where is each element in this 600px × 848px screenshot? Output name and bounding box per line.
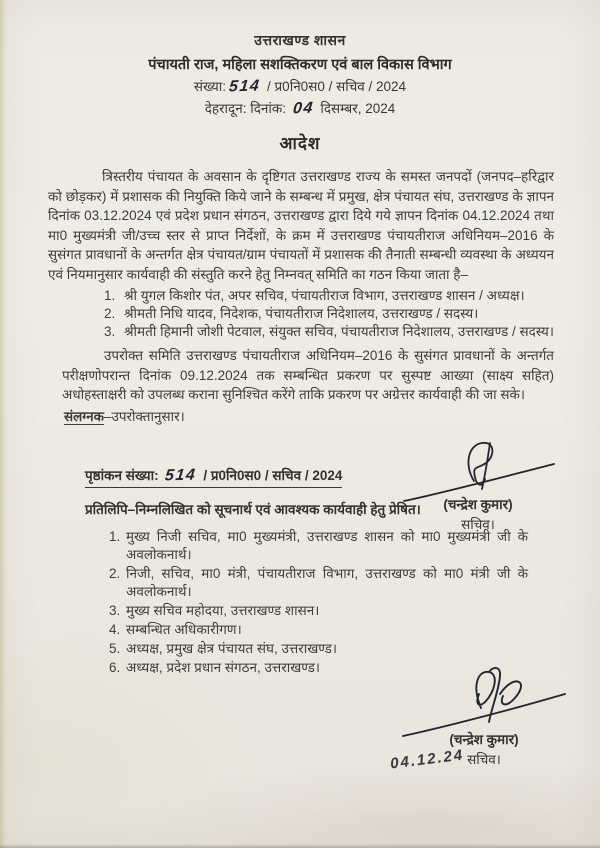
- copy-recipient-list: [109, 528, 554, 676]
- copy-recipient-text: मुख्य सचिव महोदया, उत्तराखण्ड शासन।: [126, 602, 320, 618]
- committee-member-text: श्रीमती हिमानी जोशी पेटवाल, संयुक्त सचिव, पंचायतीराज निदेशालय, उत्तराखण्ड / सदस्य।: [124, 323, 554, 339]
- government-name: उत्तराखण्ड शासन: [254, 32, 346, 48]
- signatory-designation-line: [389, 746, 574, 773]
- instruction-paragraph: उपरोक्त समिति उत्तराखण्ड पंचायतीराज अधिनियम–2016 के सुसंगत प्रावधानों के अन्तर्गत परीक्षणोपरान्त दिनांक 09.12.2024 तक सम्बन्धित प्रकरण पर सुस्पष्ट आख्या (साक्ष्य सहित) अधोहस्ताक्षरी को उपलब्ध कराना सुनिश्चित करेंगे ताकि प्रकरण पर अग्रेत्तर कार्यवाही की जा सके।: [62, 348, 554, 403]
- list-number: 2.: [104, 305, 116, 321]
- date-suffix: दिसम्बर, 2024: [320, 101, 396, 116]
- order-heading: आदेश: [279, 134, 321, 153]
- list-number: 5.: [109, 640, 121, 656]
- signatory-designation: सचिव।: [467, 752, 501, 767]
- document-header: [0, 0, 600, 154]
- committee-member: [104, 323, 554, 341]
- handwritten-signature-date: 04.12.24: [389, 746, 466, 773]
- department-name: पंचायती राज, महिला सशक्तिकरण एवं बाल विकास विभाग: [148, 57, 452, 73]
- enclosure-label: संलग्नक: [64, 408, 104, 424]
- signature-block-top: [388, 437, 568, 533]
- committee-member-text: श्रीमती निधि यादव, निदेशक, पंचायतीराज निदेशालय, उत्तराखण्ड / सदस्य।: [124, 305, 479, 321]
- copy-intro-line: प्रतिलिपि–निम्नलिखित को सूचनार्थ एवं आवश्यक कार्यवाही हेतु प्रेषित।: [85, 502, 421, 518]
- signatory-designation: सचिव।: [461, 517, 495, 532]
- copy-recipient-text: मुख्य निजी सचिव, मा0 मुख्यमंत्री, उत्तराखण्ड शासन को मा0 मुख्यमंत्री जी के अवलोकनार्थ।: [126, 529, 528, 562]
- copy-recipient: [109, 602, 554, 620]
- copy-recipient: [109, 528, 554, 563]
- place-date-line: [0, 99, 600, 118]
- committee-member-text: श्री युगल किशोर पंत, अपर सचिव, पंचायतीराज विभाग, उत्तराखण्ड शासन / अध्यक्ष।: [124, 288, 525, 303]
- list-number: 6.: [109, 660, 121, 676]
- enclosure-text: –उपरोक्तानुसार।: [103, 408, 185, 424]
- list-number: 2.: [109, 566, 121, 582]
- letter-number-suffix: / प्र0नि0स0 / सचिव / 2024: [267, 79, 407, 94]
- handwritten-endorsement-number: 514: [164, 466, 198, 485]
- enclosure-line: [64, 407, 554, 427]
- list-number: 1.: [109, 529, 121, 545]
- copy-recipient: [109, 621, 554, 639]
- list-number: 4.: [109, 621, 121, 637]
- committee-list: [104, 287, 554, 340]
- list-number: 1.: [104, 288, 116, 303]
- copy-recipient: [109, 640, 554, 658]
- list-number: 3.: [104, 323, 116, 339]
- letter-number-line: [0, 77, 600, 96]
- place-date-label: देहरादून: दिनांक:: [204, 101, 286, 116]
- endorsement-suffix: / प्र0नि0स0 / सचिव / 2024: [203, 468, 343, 484]
- handwritten-letter-number: 514: [228, 77, 262, 96]
- order-body: [0, 167, 600, 426]
- handwritten-date: 04: [291, 99, 315, 118]
- copy-recipient: [109, 565, 554, 600]
- copy-recipient-text: सम्बन्धित अधिकारीगण।: [126, 621, 242, 637]
- copy-recipient-text: अध्यक्ष, प्रमुख क्षेत्र पंचायत संघ, उत्तराखण्ड।: [126, 640, 337, 656]
- signatory-name: (चन्द्रेश कुमार): [443, 497, 513, 512]
- signatory-name: (चन्द्रेश कुमार): [449, 732, 519, 747]
- list-number: 3.: [109, 602, 121, 618]
- copy-recipient-text: निजी, सचिव, मा0 मंत्री, पंचायतीराज विभाग, उत्तराखण्ड को मा0 मंत्री जी के अवलोकनार्थ।: [126, 566, 528, 599]
- copy-recipient-text: अध्यक्ष, प्रदेश प्रधान संगठन, उत्तराखण्ड।: [126, 660, 321, 676]
- committee-member: [104, 287, 554, 305]
- signature-block-bottom: [389, 664, 574, 773]
- endorsement-number-line: [85, 466, 342, 488]
- opening-paragraph: त्रिस्तरीय पंचायत के अवसान के दृष्टिगत उत्तराखण्ड राज्य के समस्त जनपदों (जनपद–हरिद्वार को छोड़कर) में प्रशासक की नियुक्ति किये जाने के सम्बन्ध में प्रमुख, क्षेत्र पंचायत संघ, उत्तराखण्ड के ज्ञापन दिनांक 03.12.2024 एवं प्रदेश प्रधान संगठन, उत्तराखण्ड द्वारा दिये गये ज्ञापन दिनांक 04.12.2024 तथा मा0 मुख्यमंत्री जी/उच्च स्तर से प्राप्त निर्देशों, के क्रम में उत्तराखण्ड पंचायतीराज अधिनियम–2016 के सुसंगत प्रावधानों के अन्तर्गत क्षेत्र पंचायत/ग्राम पंचायतों में प्रशासक की तैनाती सम्बन्धी व्यवस्था के अध्ययन एवं नियमानुसार कार्यवाही की संस्तुति करने हेतु निम्नवत् समिति का गठन किया जाता है–: [48, 169, 554, 282]
- committee-member: [104, 305, 554, 323]
- letter-number-label: संख्या:: [193, 79, 227, 94]
- endorsement-label: पृष्ठांकन संख्या:: [85, 468, 159, 484]
- scan-edge-artifact-bottom: [0, 844, 600, 848]
